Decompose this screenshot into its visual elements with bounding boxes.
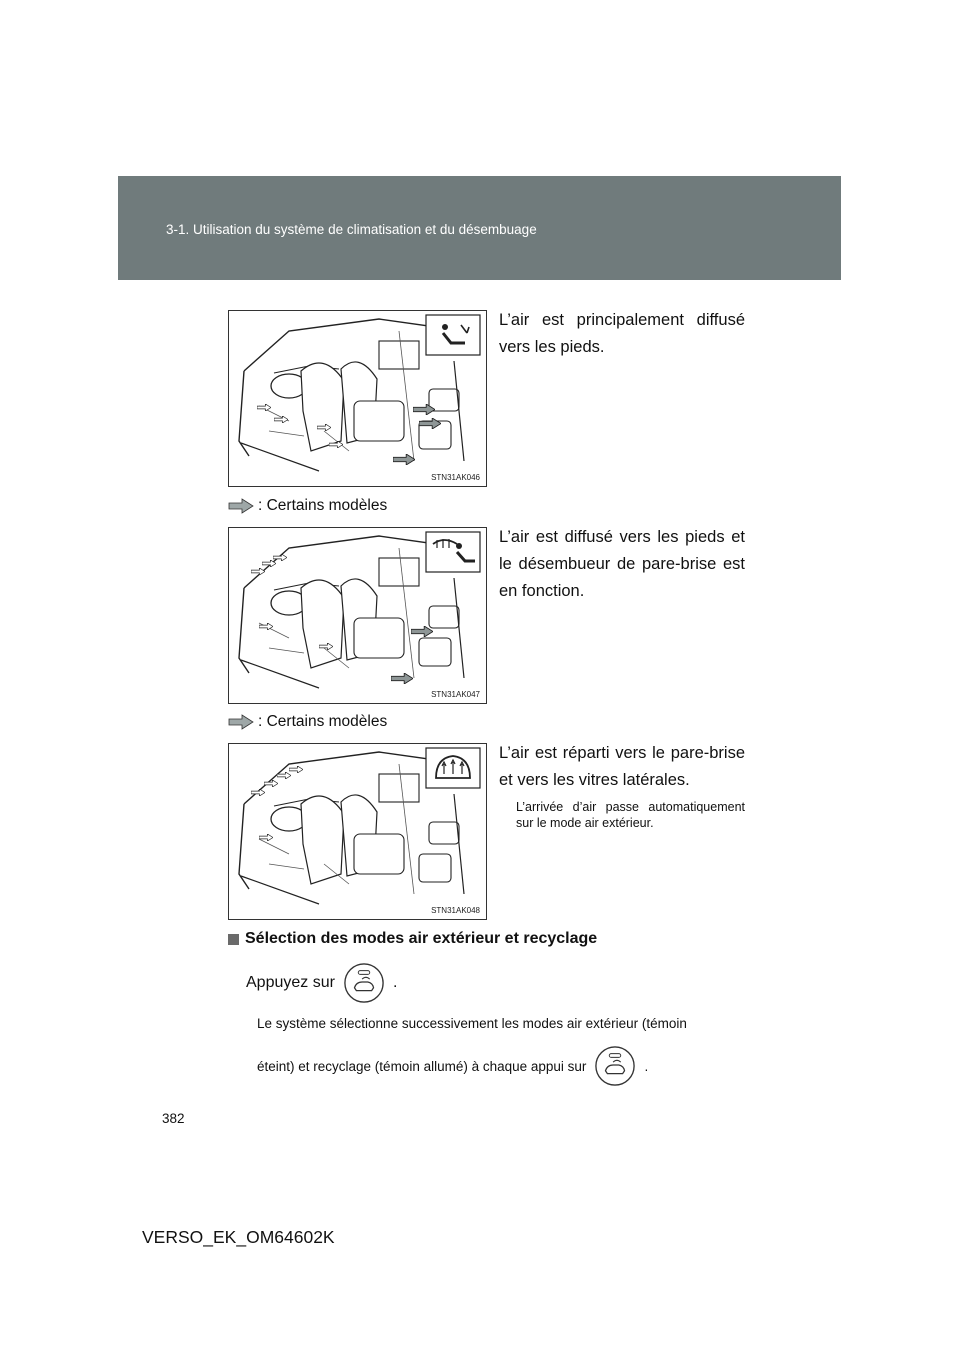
figure-foot-mode	[228, 310, 487, 487]
document-code: VERSO_EK_OM64602K	[142, 1227, 335, 1247]
page-number: 382	[162, 1111, 185, 1126]
section-heading	[228, 930, 597, 948]
windshield-mode-description: L’air est réparti vers le pare-brise et vers les vitres latérales.	[499, 744, 745, 789]
air-recirculation-button-icon	[343, 962, 385, 1004]
feet-mode-description: L’air est principalement diffusé vers les pieds.	[499, 311, 745, 356]
windshield-mode-note: L’arrivée d’air passe automatiquement sur le mode air extérieur.	[516, 800, 745, 830]
mode-cycle-description-line2	[257, 1045, 648, 1087]
figure-code: STN31AK047	[431, 690, 480, 699]
arrow-icon	[228, 714, 254, 730]
figure-windshield-mode	[228, 743, 487, 920]
press-end: .	[392, 974, 398, 991]
air-recirculation-button-icon	[594, 1045, 636, 1087]
section-title: 3-1. Utilisation du système de climatisation et du désembuage	[166, 222, 537, 237]
certain-models-text: : Certains modèles	[258, 713, 388, 730]
arrow-icon	[228, 498, 254, 514]
section-heading-text: Sélection des modes air extérieur et recyclage	[245, 930, 598, 947]
feet-defog-mode-description: L’air est diffusé vers les pieds et le désembueur de pare-brise est en fonction.	[499, 528, 745, 600]
section-bullet-icon	[228, 934, 239, 945]
press-instruction	[246, 962, 397, 1004]
figure-foot-defog-mode	[228, 527, 487, 704]
figure-code: STN31AK048	[431, 906, 480, 915]
mode-cycle-description-line1: Le système sélectionne successivement les modes air extérieur (témoin	[257, 1016, 687, 1031]
section-header-band	[118, 176, 841, 280]
certain-models-note	[228, 497, 387, 515]
mode-cycle-text: éteint) et recyclage (témoin allumé) à chaque appui sur	[257, 1058, 587, 1074]
certain-models-text: : Certains modèles	[258, 497, 388, 514]
mode-cycle-end: .	[644, 1058, 649, 1074]
figure-code: STN31AK046	[431, 473, 480, 482]
press-text: Appuyez sur	[246, 974, 335, 991]
certain-models-note	[228, 713, 387, 731]
